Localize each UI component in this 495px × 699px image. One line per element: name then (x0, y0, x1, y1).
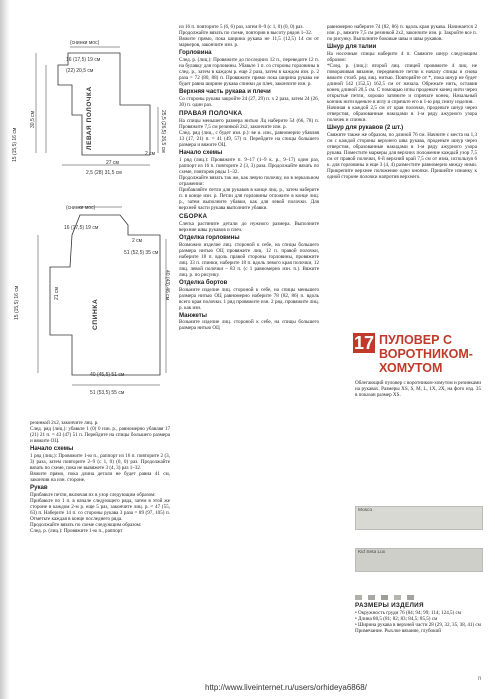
subheading: Шнур для талии (327, 43, 377, 51)
sizes-block (355, 600, 481, 634)
size-item: • Окружность груди 76 (84; 94; 99; 114; 124,5) см (355, 610, 462, 616)
pattern-intro (355, 380, 481, 398)
dim-label: 51 (52,5) 35 см (124, 250, 159, 256)
paragraph: Со стороны рукава закройте 24 (27, 29) п. х 2 раза, затем 24 (26, 30) п. один раз. (179, 95, 319, 108)
dim-label: 2 см (132, 238, 143, 244)
dim-label: 21 см (54, 287, 60, 300)
sizes-heading: РАЗМЕРЫ ИЗДЕЛИЯ (355, 602, 424, 609)
paragraph: Вяжите прямо, пока длина детали не будет равна 41 см, закончив на изн. стороне. (30, 470, 170, 483)
dim-label: (снинки мос) (70, 40, 100, 46)
diagram-title: СПИНКА (92, 298, 99, 330)
dim-label: 16 (17,5) 19 см (66, 57, 101, 63)
paragraph: Продолжайте вязать по схеме, повторив в высоту рядов 1–32. (179, 30, 313, 37)
paragraph: Возьмите изделие лиц. стороной к себе, на спицы меньшего размера нитью ОЦ равномерно наберите 78 (82, 86) п. вдоль всего края полочки. 1 ряд провяжите изн. 2 ряд. провяжите лиц. р. как изн. (179, 286, 319, 311)
dim-label: 15 (15,5) 16 см (14, 285, 20, 320)
paragraph: равномерно наберите 74 (82, 86) п. вдоль края рукава. Начинается 2 изн. р., вяжите 7,5 см резинкой 2х2, закончите изн. р. Закройте все п. по рисунку. Выполните боковые швы и швы рукавов. (327, 24, 477, 43)
subheading: Манжеты (179, 311, 207, 319)
paragraph: Начиная в каждой 2,5 см от края полочки, проденьте шнур через отверстия, образованные накидами в 1-м ряду ажурного узора полочек и спинки. (327, 105, 477, 124)
paragraph: Прибавьте по 1 п. в начале следующего ряда, затем в этой же стороне в каждом 2-м р. еще 5 раз, закончите лиц. р. = 47 (55, 63) п. Наберите 14 п. со стороны рукава 3 раза = 89 (97, 105) п. Отметьте каждая в конце последнего ряда. (30, 497, 170, 522)
page-gutter-shadow (0, 0, 10, 699)
paragraph: Продолжайте вязать по схеме следующим образом: (30, 521, 142, 528)
subheading: Начало схемы (179, 148, 223, 156)
yarn-swatch (355, 506, 483, 530)
paragraph: На носочные спицы наберите 4 п. Свяжите шнур следующим образом: (327, 50, 477, 63)
subheading: Начало схемы (30, 445, 74, 453)
section-heading: СБОРКА (179, 212, 208, 220)
subheading: Отделка горловины (179, 234, 240, 242)
section-heading: ПРАВАЯ ПОЛОЧКА (179, 109, 243, 117)
dim-label: 40 (45,5) 51 см (90, 372, 125, 378)
text-column-1 (30, 420, 170, 534)
paragraph: След. р. (лиц.): Провяжите до последних 12 п., переведите 12 п. на булавку для горловины. Убавьте 1 п. со стороны горловины в след. р., затем в каждом р. еще 2 раза, затем в каждом изн. р. 2 раза = 72 (80, 88) п. Провяжите прямо пока ширина рукава не будет равна ширине рукава спинки до плеч, закончите изн. р. (179, 56, 319, 87)
page-number: n (478, 676, 482, 682)
pattern-number: 17 (353, 333, 375, 353)
dim-label: 15 (15,5) 16 см (12, 127, 18, 162)
paragraph: На спицы меньшего размера нитью Лц наберите 54 (66, 78) п. Провяжите 7,5 см резинкой 2х2, закончите изн. р. (179, 117, 319, 130)
paragraph: Прибавляйте петли для рукавов в конце лиц. р., затем наберите п. в конце изн. р. Петли для горловины отложите в конце лиц. р., затем выполните убавки, как для левой полочки. Для верхней части рукава выполните убавки. (179, 186, 319, 211)
subheading: Шнур для рукавов (2 шт.) (327, 124, 404, 132)
dim-label: (22) 20,5 см (66, 68, 94, 74)
diagram-title: ЛЕВАЯ ПОЛОЧКА (86, 86, 93, 150)
paragraph: Свяжите также же образом, по длиной 76 см. Начните с места на 1,3 см с каждой стороны верхнего шва рукава, проденьте шнур через отверстия, образованные накидами в 1-м ряду ажурного узора рукава. Поместите маркеры для верхних положение каждый узор 7,5 см от правой полочки, 6-й верхний край 7,5 см от изна, используя 6 к. для горловины и еще 3 (4, 4) разместите равномерно между ними. Прикрепите верхнее положение одно кнопки. Пришейте изнанку к одной стороне полочки напротив верхнего. (327, 131, 477, 181)
paragraph: Слегка растяните детали до нужного размера. Выполните верхние швы рукавов и плеч. (179, 220, 319, 233)
source-url[interactable]: http://www.liveinternet.ru/users/orhideya6868/ (205, 683, 367, 692)
subheading: Верхняя часть рукава и плечи (179, 88, 271, 96)
paragraph: *След. р. (лиц.): второй лиц. спицей провяжите 4 лиц. не поворачивая вязание, передвиньте петли к началу спицы и снова вяжите столб. ряд лиц. нитью. Повторяйте от *, пока шнур не будет длиной 142 (152,5) 162,5 см от начала. Обрежьте нить, оставив конец длиной 20,5 см. С помощью иглы проденьте конец нити через открытые петли, хорошо затяните и спрячьте конец. Начальный кончик нити вденьте в иглу и спрячьте его в 1-ю ряд снизу изделия. (327, 62, 477, 106)
yarn-name: Mosco (358, 508, 373, 513)
dim-label: (снинки мос) (66, 205, 96, 211)
text-column-3 (327, 24, 477, 180)
left-front-diagram (36, 47, 158, 165)
paragraph: Возможно изделие лиц. стороной к себе, на спицы большего размера нитью ОЦ провяжите лиц. 12 п. правой полочки, наберите 18 п. вдоль правой стороны горловины, провяжите лиц. 33 п. спинки, наберите 18 п. вдоль левого края полочки, 12 лиц. левой полочки – 83 п. (с 1 равномерно изн. п.). Вяжите лиц. р. по рисунку. (179, 241, 319, 278)
paragraph: Продолжайте вязать так же, как левую полочку, но в зеркальном отражении: (179, 174, 319, 187)
subheading: Отделка бортов (179, 278, 228, 286)
dim-label: 2 см (145, 151, 156, 157)
dim-label: 27 см (106, 160, 119, 166)
size-item: Примечание. Рыхлое вязание, глубокий (355, 628, 442, 635)
yarn-name: Kid Seta Lux (358, 550, 386, 555)
dim-label: 30,5 см (30, 110, 36, 128)
paragraph: 1 ряд (лиц.): Провяжите 1-ю п., раппорт из 16 п. повторите 2 (3, 3) раза, затем повторите 2–9 (с 1, 0) (0, 0) раз. Продолжайте вязать по схеме, пока не вывяжете 3 (4, 3) раз 1–32. (30, 452, 170, 471)
dim-label: 25,5 (26,5) 26,5 см (160, 110, 166, 153)
paragraph: Вяжите прямо, пока ширина рукава не 11,5 (12,5) 14 см от маркеров, закончите изн. р. (179, 36, 319, 49)
paragraph: След. р. (лиц.): Провяжите 1-ю п., раппорт (30, 527, 123, 534)
dim-label: 2,5 (28) 31,5 см (86, 170, 122, 176)
pattern-title: ПУЛОВЕР С ВОРОТНИКОМ-ХОМУТОМ (379, 333, 473, 375)
dim-label: 40 (43) 46 см (164, 270, 170, 301)
paragraph: След. ряд (лиц., с будет изн. р.): ве и. изн., равномерно убавляя 13 (17, 21) п. = 41 (49, 57) п. Перейдите на спицы большего размера и вяжите ОЦ. (179, 129, 319, 148)
dim-label: 16 (17,5) 19 см (64, 225, 99, 231)
intro-text: Облегающий пуловер с воротником-хомутом и резинками на рукавах. Размеры XS, S, M, L, 1X, 2X, на фото изд. 35 в показан размер XS. (355, 380, 481, 399)
paragraph: 1 ряд (лиц.): Провяжите п. 9–17 (1–9 к. р., 9–17) один раз, раппорт из 16 п. повторите 2 (3, 3) раза. Продолжайте вязать по схеме, повторив ряды 1–32. (179, 156, 319, 175)
paragraph: Прибавьте петли, включая их в узор следующим образом: (30, 491, 156, 498)
size-item: • Ширина рукава в верхней части 28 (29, 32, 35, 38, 41) см (355, 622, 481, 629)
size-item: • Длина 80,5 (81; 82; 83; 84,5; 85,5) см (355, 616, 438, 623)
paragraph: из 16 п. повторите 5 (6, 6) раз, затем 8–9 (с 1, 0) (0, 0) раз. (179, 24, 304, 30)
text-column-2 (179, 24, 319, 331)
subheading: Горловина (179, 49, 212, 57)
paragraph: Возьмите изделие лиц. стороной к себе, на спицы большего размера нитью ОЦ (179, 319, 319, 332)
paragraph: резинкой 2х2, закончите лиц. р. (30, 420, 99, 426)
yarn-swatch (355, 548, 483, 572)
dim-label: 51 (53,5) 55 см (90, 390, 125, 396)
paragraph: След. ряд (лиц.): убавьте 1 (0) 0 изн. р., равномерно убавляя 17 (21) 21 п. = 43 (47) 51 п. Перейдите на спицы большего размера и вяжите ОЦ. (30, 426, 170, 445)
subheading: Рукав (30, 484, 48, 492)
